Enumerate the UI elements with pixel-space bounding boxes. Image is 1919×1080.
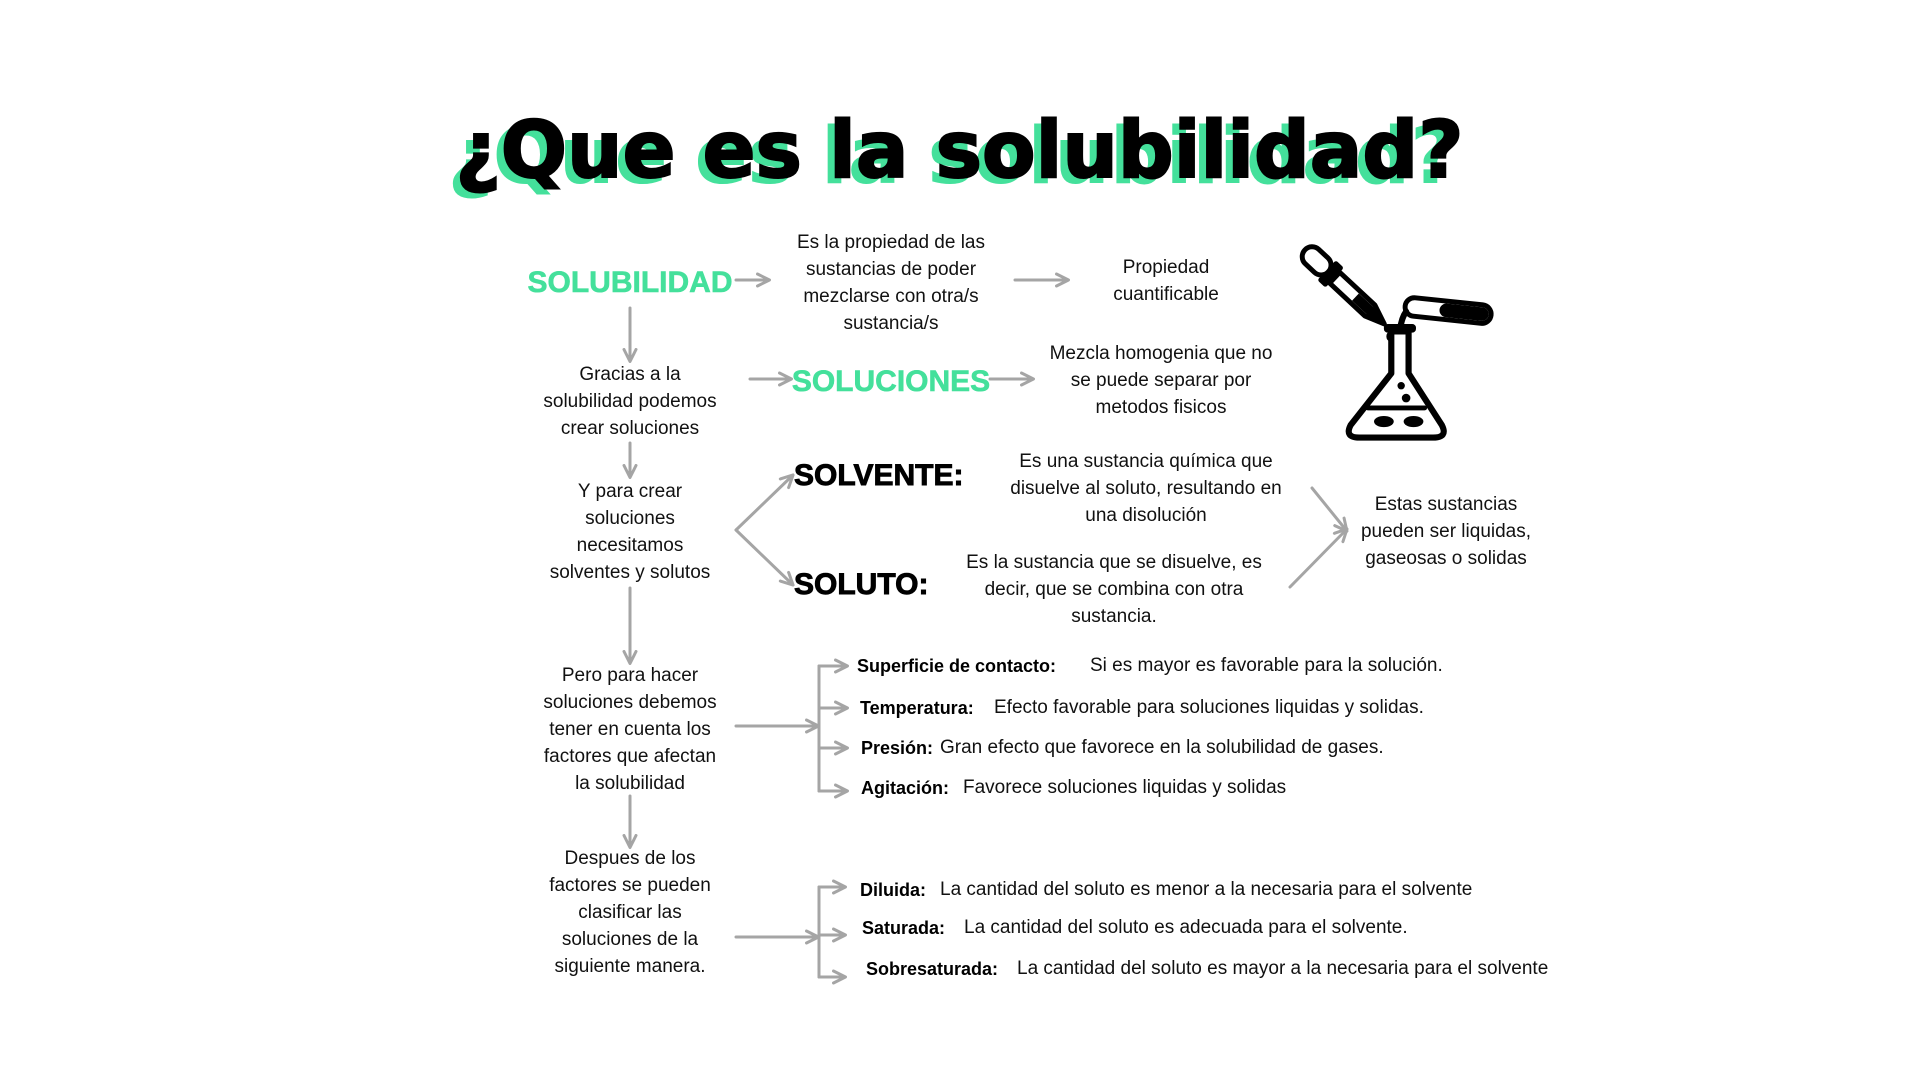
soluciones-definition: Mezcla homogenia que no se puede separar por metodos fisicos — [1049, 343, 1273, 418]
solubilidad-definition: Es la propiedad de las sustancias de poder mezclarse con otra/s sustancia/s — [796, 232, 985, 334]
flask-icon — [1349, 324, 1444, 438]
factors-intro: Pero para hacer soluciones debemos tener en cuenta los factores que afectan la solubilidad — [543, 665, 717, 794]
solvente-heading: SOLVENTE: — [794, 459, 964, 492]
arrow-to-solvente — [736, 476, 792, 530]
factor-term: Superficie de contacto: — [857, 656, 1057, 676]
factor-desc: Favorece soluciones liquidas y solidas — [963, 777, 1287, 798]
factor-term: Agitación: — [861, 778, 949, 798]
factor-term: Presión: — [861, 738, 934, 758]
factor-desc: Si es mayor es favorable para la solución. — [1090, 655, 1443, 676]
states-note: Estas sustancias pueden ser liquidas, gaseosas o solidas — [1360, 494, 1532, 569]
soluto-definition: Es la sustancia que se disuelve, es decir, que se combina con otra sustancia. — [966, 552, 1262, 627]
factor-desc: Gran efecto que favorece en la solubilidad de gases. — [940, 737, 1384, 758]
property-note: Propiedad cuantificable — [1113, 257, 1219, 305]
soluto-heading: SOLUTO: — [794, 568, 929, 601]
classification-desc: La cantidad del soluto es menor a la necesaria para el solvente — [940, 879, 1473, 900]
solvente-definition: Es una sustancia química que disuelve al soluto, resultando en una disolución — [1010, 451, 1282, 526]
lab-dropper-flask-icon — [1295, 240, 1495, 445]
classification-desc: La cantidad del soluto es mayor a la necesaria para el solvente — [1017, 958, 1549, 979]
classification-term: Sobresaturada: — [866, 959, 999, 979]
dropper-icon — [1296, 240, 1394, 334]
soluciones-intro: Gracias a la solubilidad podemos crear soluciones — [543, 364, 717, 439]
classification-term: Saturada: — [862, 918, 946, 938]
arrow-to-soluto — [736, 530, 792, 584]
classification-intro: Despues de los factores se pueden clasificar las soluciones de la siguiente manera. — [549, 848, 711, 977]
classification-desc: La cantidad del soluto es adecuada para el solvente. — [964, 917, 1408, 938]
test-tube-icon — [1404, 297, 1492, 324]
classification-term: Diluida: — [860, 880, 926, 900]
soluciones-heading: SOLUCIONES — [791, 365, 991, 398]
solubilidad-heading: SOLUBILIDAD — [527, 266, 733, 299]
factor-term: Temperatura: — [860, 698, 974, 718]
factor-desc: Efecto favorable para soluciones liquidas y solidas. — [994, 697, 1424, 718]
components-intro: Y para crear soluciones necesitamos solventes y solutos — [549, 481, 711, 583]
page-title: ¿Que es la solubilidad? — [455, 106, 1464, 196]
